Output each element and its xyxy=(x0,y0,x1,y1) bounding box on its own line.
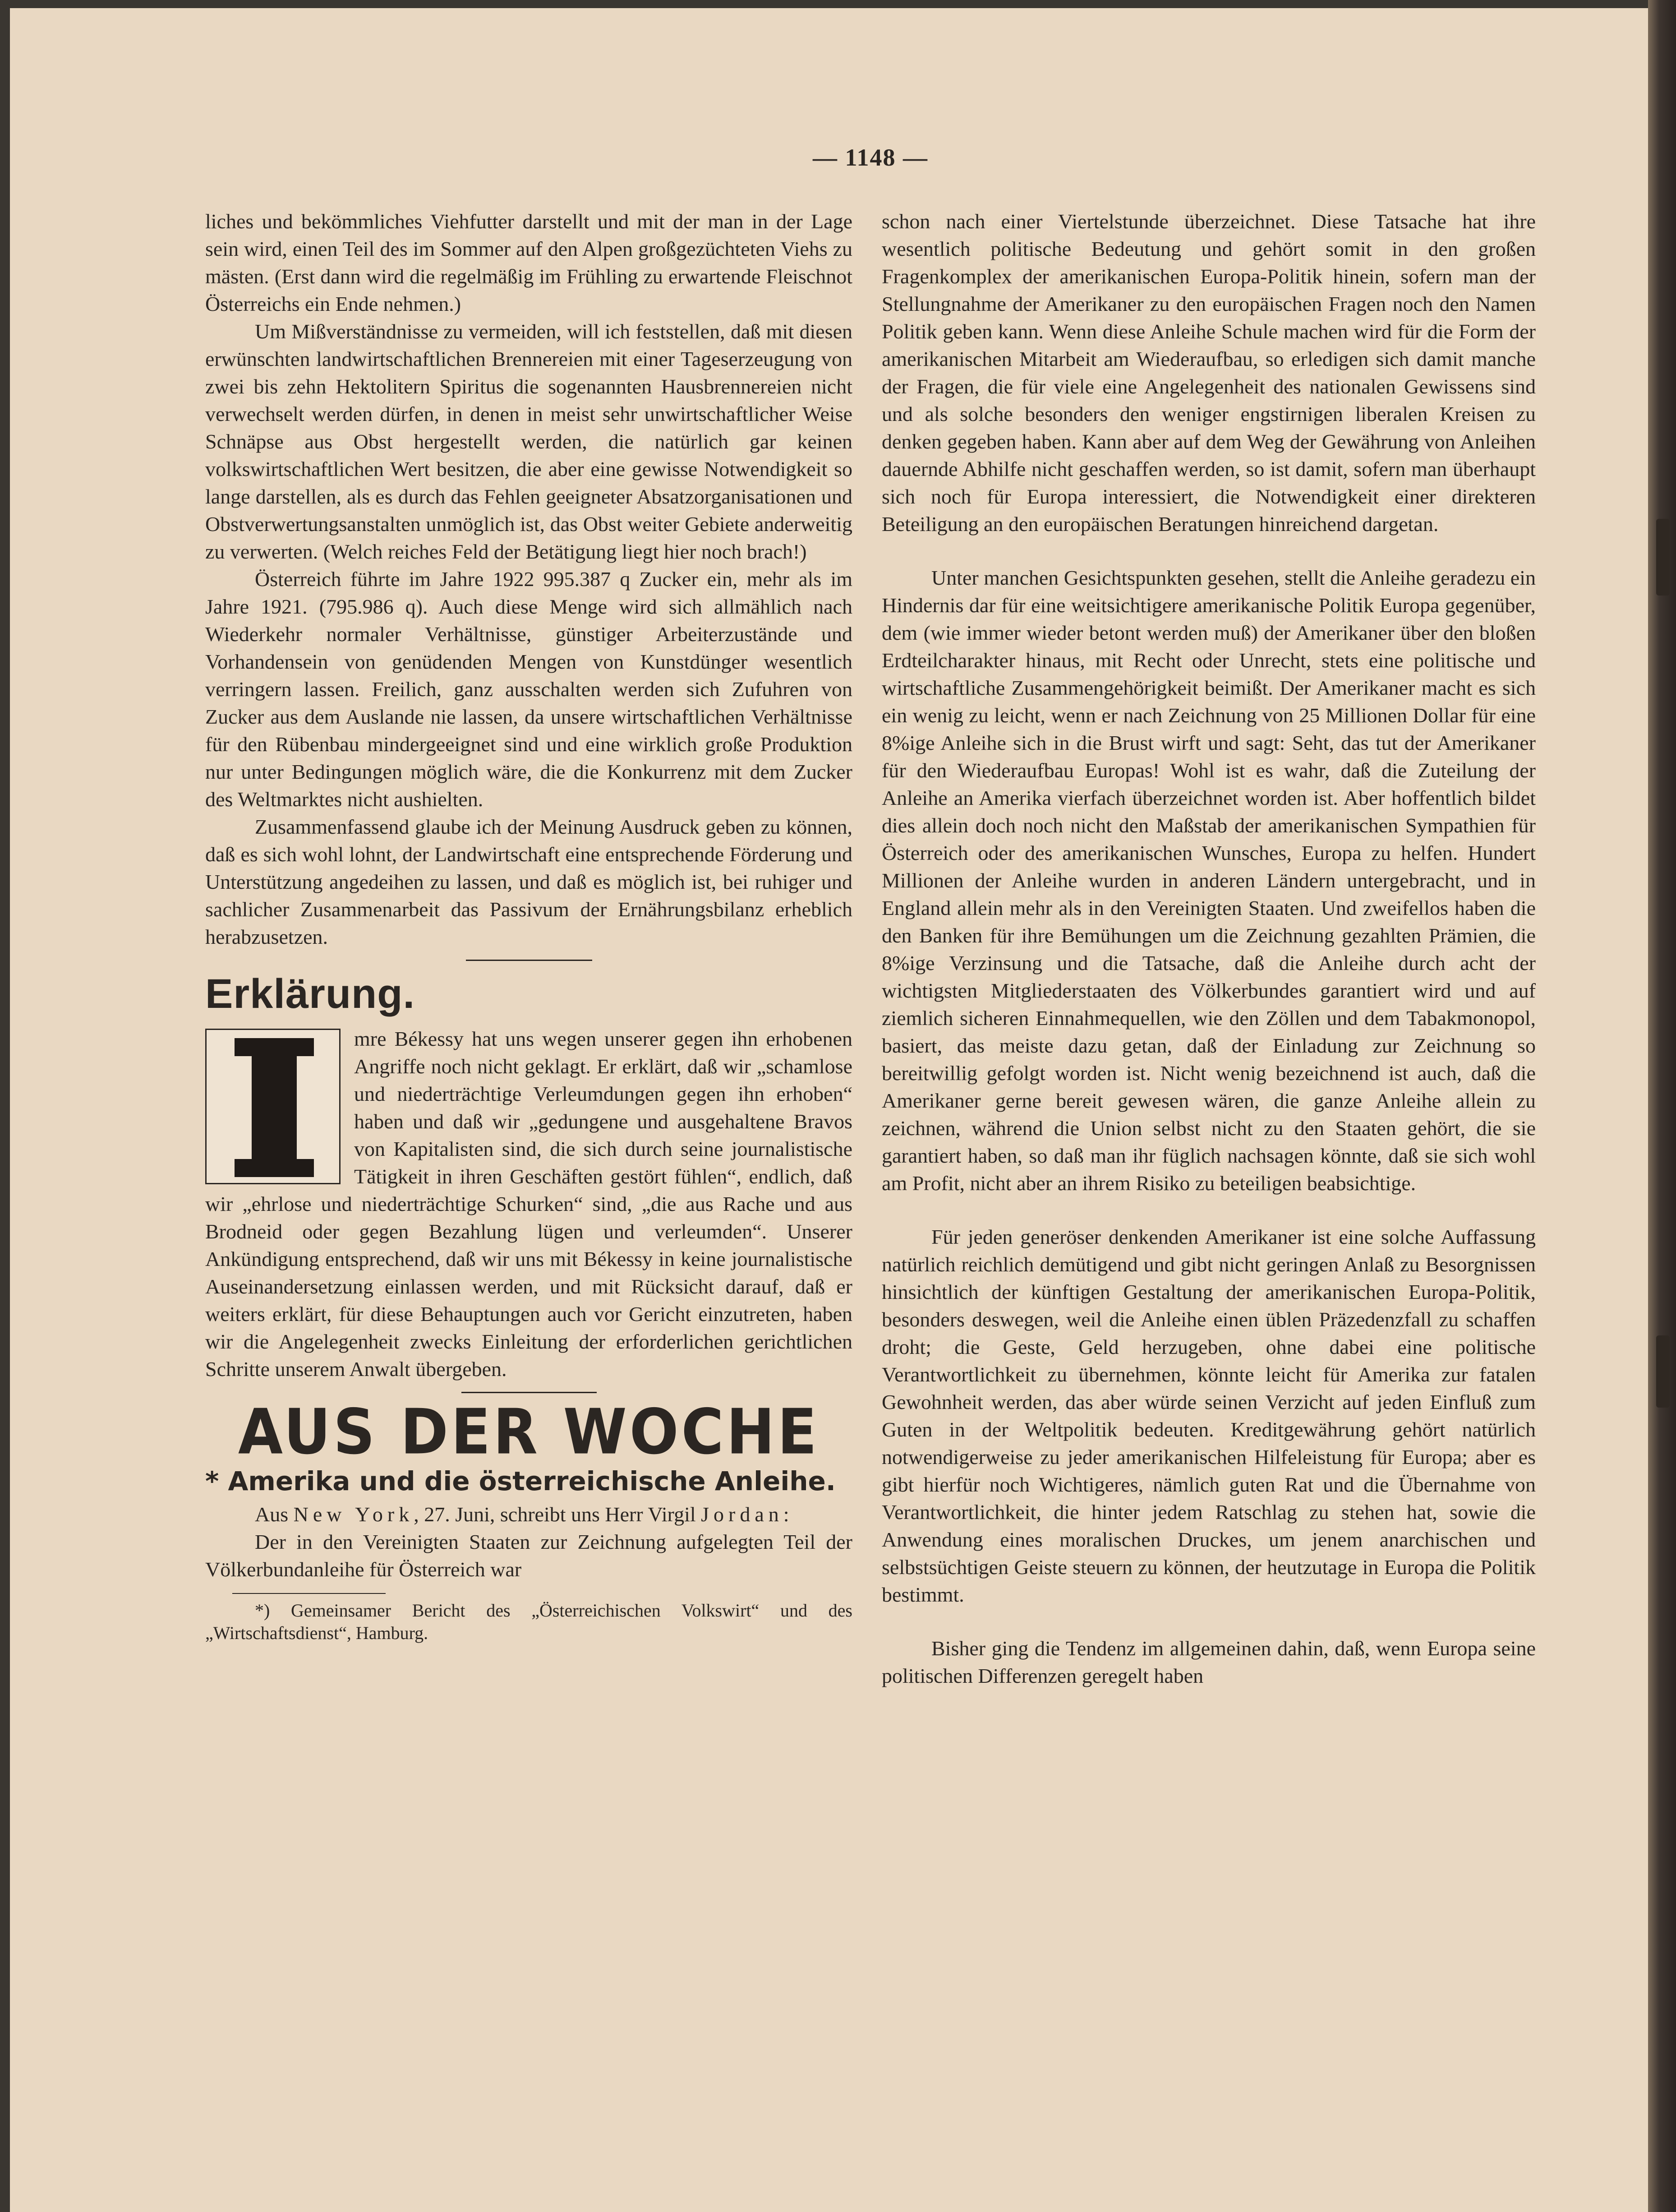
page-number: — 1148 — xyxy=(812,144,929,171)
article-paragraph: Für jeden generöser denkenden Amerikaner ist eine solche Auffassung natürlich reichlich demütigend und gibt nicht geringen Anlaß zu Besorgnissen hinsichtlich der künftigen Gestaltung der amerikanischen Europa-Politik, besonders deswegen, weil die Anleihe einen üblen Präzedenzfall zu schaffen droht; die Geste, Geld herzugeben, ohne dabei eine politische Verantwortlichkeit zu übernehmen, könnte leicht für Amerika zur fatalen Gewohnheit werden, das aber würde seinen Verzicht auf jeden Einfluß zum Guten in der Weltpolitik bedeuten. Kreditgewährung gehört natürlich notwendigerweise zu jeder amerikanischen Hilfeleistung für Europa; aber es gibt hierfür noch Wichtigeres, nämlich guten Rat und die Übernahme von Verantwortlichkeit, die hinter jedem Ratschlag zu stehen hat, sowie die Anwendung eines moralischen Druckes, um jenem anarchischen und selbstsüchtigen Geiste steuern zu können, der heutzutage in Europa die Politik bestimmt. xyxy=(882,1225,1536,1606)
staple-bottom xyxy=(1656,1335,1670,1408)
dateline: Aus New York, 27. Juni, schreibt uns Herr Virgil Jordan: xyxy=(255,1503,789,1526)
article-paragraph: Unter manchen Gesichtspunkten gesehen, stellt die Anleihe geradezu ein Hindernis dar für eine weitsichtigere amerikanische Politik Europa gegenüber, dem (wie immer wieder betont werden muß) der Amerikaner über den bloßen Erdteilcharakter hinaus, mit Recht oder Unrecht, stets eine politische und wirtschaftliche Zusammengehörigkeit beimißt. Der Amerikaner macht es sich ein wenig zu leicht, wenn er nach Zeichnung von 25 Millionen Dollar für eine 8%ige Anleihe sich in die Brust wirft und sagt: Seht, das tut der Amerikaner für den Wiederaufbau Europas! Wohl ist es wahr, daß die Zuteilung der Anleihe an Amerika vierfach überzeichnet worden ist. Aber hoffentlich bildet dies allein doch noch nicht den Maßstab der amerikanischen Sympathien für Österreich oder des amerikanischen Wunsches, Europa zu helfen. Hundert Millionen der Anleihe wurden in anderen Ländern untergebracht, und in England allein mehr als in den Vereinigten Staaten. Und zweifellos haben die den Banken für ihre Bemühungen um die Zeichnung gezahlten Prämien, die 8%ige Verzinsung und die Tatsache, daß die Anleihe durch acht der wichtigsten Mitgliederstaaten des Völkerbundes garantiert wird und auf ziemlich sicheren Einnahmequellen, wie den Zöllen und dem Tabakmonopol, basiert, das meiste dazu getan, daß der Einladung zur Zeichnung so bereitwillig gefolgt worden ist. Nicht wenig bezeichnend ist auch, daß die Amerikaner gerne bereit gewesen wären, die ganze Anleihe allein zu zeichnen, während die Union selbst nicht zu den Staaten gehört, die sie garantiert haben, so daß man ihr füglich nachsagen könnte, daß sie sich wohl am Profit, nicht aber an ihrem Risiko zu beteiligen beabsichtige. xyxy=(882,566,1536,1195)
section-divider xyxy=(466,960,592,961)
dropcap-initial xyxy=(205,1029,341,1184)
section-divider xyxy=(461,1392,597,1393)
staple-middle xyxy=(1656,546,1670,596)
article-paragraph: Zusammenfassend glaube ich der Meinung Ausdruck geben zu können, daß es sich wohl lohnt, der Landwirtschaft eine entsprechende Förderung und Unterstützung angedeihen zu lassen, und daß es möglich ist, bei ruhiger und sachlicher Zusammenarbeit das Passivum der Ernährungsbilanz erheblich herabzusetzen. xyxy=(205,815,852,948)
left-column xyxy=(205,208,852,1644)
binding-edge xyxy=(1648,0,1676,2212)
article-paragraph: liches und bekömmliches Viehfutter darstellt und mit der man in der Lage sein wird, einen Teil des im Sommer auf den Alpen großgezüchteten Viehs zu mästen. (Erst dann wird die regelmäßig im Frühling zu erwartende Fleischnot Österreichs ein Ende nehmen.) xyxy=(205,210,852,315)
article-paragraph: Um Mißverständnisse zu vermeiden, will ich feststellen, daß mit diesen erwünschten landwirtschaftlichen Brennereien mit einer Tageserzeugung von zwei bis zehn Hektolitern Spiritus die sogenannten Hausbrennereien nicht verwechselt werden dürfen, in denen in meist sehr unwirtschaftlicher Weise Schnäpse aus Obst hergestellt werden, die natürlich gar keinen volkswirtschaftlichen Wert besitzen, die aber eine gewisse Notwendigkeit so lange darstellen, als es durch das Fehlen geeigneter Absatzorganisationen und Obstverwertungsanstalten unmöglich ist, das Obst weiter Gebiete anderweitig zu verwerten. (Welch reiches Feld der Betätigung liegt hier noch brach!) xyxy=(205,320,852,563)
article-paragraph: Der in den Vereinigten Staaten zur Zeichnung aufgelegten Teil der Völkerbundanleihe für Österreich war xyxy=(205,1530,852,1581)
aus-der-woche-heading: AUS DER WOCHE xyxy=(238,1396,820,1469)
erklaerung-body xyxy=(205,1025,852,1383)
article-paragraph: Österreich führte im Jahre 1922 995.387 q Zucker ein, mehr als im Jahre 1921. (795.986 q). Auch diese Menge wird sich allmählich nach Wiederkehr normaler Verhältnisse, günstiger Arbeiterzustände und Vorhandensein von genüdenden Mengen von Kunstdünger wesentlich verringern lassen. Freilich, ganz ausschalten werden sich Zufuhren von Zucker aus dem Auslande nie lassen, da unsere wirtschaftlichen Verhältnisse für den Rübenbau mindergeeignet sind und eine wirklich große Produktion nur unter Bedingungen möglich wäre, die die Konkurrenz mit dem Zucker des Weltmarktes nicht aushielten. xyxy=(205,568,852,811)
article-paragraph: schon nach einer Viertelstunde überzeichnet. Diese Tatsache hat ihre wesentlich politische Bedeutung und gehört somit in den großen Fragenkomplex der amerikanischen Europa-Politik hinein, sofern man der Stellungnahme der Amerikaner zu den europäischen Fragen noch den Namen Politik geben kann. Wenn diese Anleihe Schule machen wird für die Form der amerikanischen Mitarbeit am Wiederaufbau, so erledigen sich damit manche der Fragen, die für viele eine Angelegenheit des nationalen Gewissens sind und als solche besonders den weniger engstirnigen liberalen Kreisen zu denken gegeben haben. Kann aber auf dem Weg der Gewährung von Anleihen dauernde Abhilfe nicht geschaffen werden, so ist damit, sofern man überhaupt sich noch für Europa interessiert, die Notwendigkeit einer direkteren Beteiligung an den europäischen Beratungen hinreichend dargetan. xyxy=(882,210,1536,536)
article-subheading: * Amerika und die österreichische Anleihe. xyxy=(205,1466,836,1496)
footnote-divider xyxy=(232,1593,386,1594)
erklaerung-heading: Erklärung. xyxy=(205,971,415,1017)
erklaerung-text: mre Békessy hat uns wegen unserer gegen ihn erhobenen Angriffe noch nicht geklagt. Er erklärt, daß wir „schamlose und niederträchtige Verleumdungen gegen ihn erhoben“ haben und daß wir „gedungene und ausgehaltene Bravos von Kapitalisten sind, die sich durch seine journalistische Tätigkeit in ihren Geschäften gestört fühlen“, endlich, daß wir „ehrlose und niederträchtige Schurken“ sind, „die aus Rache und aus Brodneid oder gegen Bezahlung lügen und verleumden“. Unserer Ankündigung entsprechend, daß wir uns mit Békessy in keine journalistische Auseinandersetzung einlassen werden, und mit Rücksicht darauf, daß er weiters erklärt, für diese Behauptungen auch vor Gericht einzutreten, haben wir die Angelegenheit zwecks Einleitung der erforderlichen gerichtlichen Schritte unserem Anwalt übergeben. xyxy=(205,1027,852,1381)
footnote: *) Gemeinsamer Bericht des „Österreichischen Volkswirt“ und des „Wirtschaftsdienst“, Hamburg. xyxy=(205,1600,852,1643)
article-paragraph: Bisher ging die Tendenz im allgemeinen dahin, daß, wenn Europa seine politischen Differenzen geregelt haben xyxy=(882,1637,1536,1687)
right-column xyxy=(882,208,1536,1690)
